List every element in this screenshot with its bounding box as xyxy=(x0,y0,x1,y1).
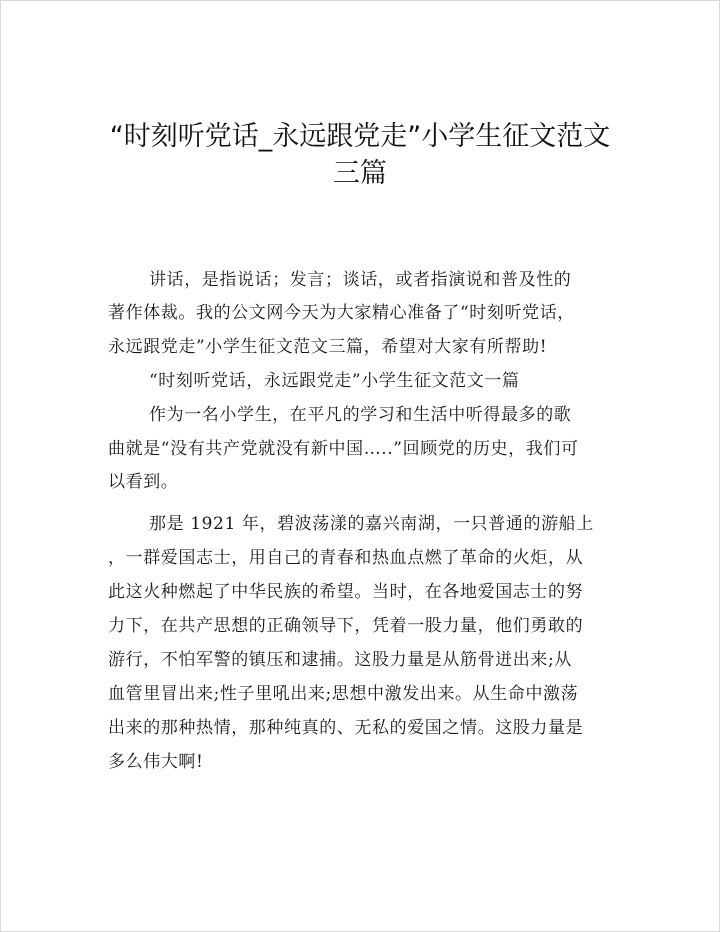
paragraph-line: 那是 1921 年，碧波荡漾的嘉兴南湖，一只普通的游船上 xyxy=(149,514,594,534)
paragraph-line: 作为一名小学生，在平凡的学习和生活中听得最多的歌 xyxy=(149,405,572,425)
paragraph-line: 力下，在共产思想的正确领导下，凭着一股力量，他们勇敢的 xyxy=(108,616,584,636)
paragraph-line: 此这火种燃起了中华民族的希望。当时，在各地爱国志士的努 xyxy=(108,582,584,602)
paragraph-line: 出来的那种热情，那种纯真的、无私的爱国之情。这股力量是 xyxy=(108,718,584,738)
paragraph-line: 讲话，是指说话；发言；谈话，或者指演说和普及性的 xyxy=(149,270,572,290)
paragraph-line: 曲就是“没有共产党就没有新中国…..”回顾党的历史，我们可 xyxy=(108,439,579,459)
paragraph-line: 著作体裁。我的公文网今天为大家精心准备了“时刻听党话， xyxy=(108,303,575,323)
document-title-line-1: “时刻听党话_永远跟党走”小学生征文范文 xyxy=(109,121,611,152)
document-title-line-2: 三篇 xyxy=(333,158,387,189)
section-heading: “时刻听党话，永远跟党走”小学生征文范文一篇 xyxy=(149,371,520,391)
paragraph-line: 游行，不怕军警的镇压和逮捕。这股力量是从筋骨迸出来;从 xyxy=(108,650,572,670)
paragraph-line: 血管里冒出来;性子里吼出来;思想中激发出来。从生命中激荡 xyxy=(108,684,579,704)
paragraph-line: 永远跟党走”小学生征文范文三篇，希望对大家有所帮助! xyxy=(108,337,548,357)
paragraph-line: ，一群爱国志士，用自己的青春和热血点燃了革命的火炬，从 xyxy=(108,548,584,568)
paragraph-line: 多么伟大啊! xyxy=(108,752,204,772)
paragraph-line: 以看到。 xyxy=(108,472,179,492)
